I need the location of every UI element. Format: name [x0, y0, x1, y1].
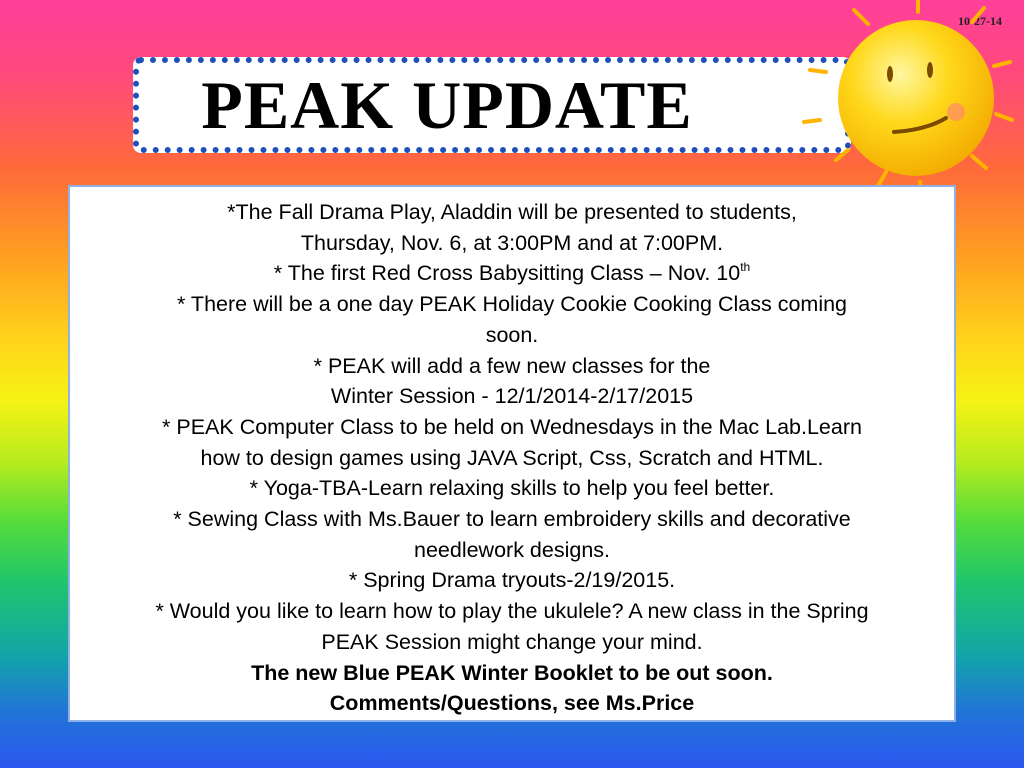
- text-line: * There will be a one day PEAK Holiday Cookie Cooking Class coming: [176, 292, 848, 317]
- text-line: * Would you like to learn how to play the ukulele? A new class in the Spring: [155, 599, 869, 624]
- text-line: Thursday, Nov. 6, at 3:00PM and at 7:00PM.: [300, 230, 724, 255]
- announcement-panel: [68, 185, 956, 722]
- text-line: *The Fall Drama Play, Aladdin will be presented to students,: [227, 200, 797, 224]
- text-line: soon.: [485, 322, 539, 347]
- text-line: Winter Session - 12/1/2014-2/17/2015: [330, 384, 694, 409]
- text-line: * Sewing Class with Ms.Bauer to learn embroidery skills and decorative: [173, 507, 851, 532]
- text-line: needlework designs.: [413, 537, 610, 562]
- bold-line: The new Blue PEAK Winter Booklet to be out soon.: [251, 660, 773, 685]
- text-line: how to design games using JAVA Script, Css, Scratch and HTML.: [200, 445, 824, 470]
- babysitting-text: * The first Red Cross Babysitting Class – Nov. 10: [273, 261, 741, 286]
- text-line: * Yoga-TBA-Learn relaxing skills to help you feel better.: [249, 476, 775, 501]
- date-label: 10-27-14: [958, 14, 1002, 28]
- text-line: * PEAK Computer Class to be held on Wednesdays in the Mac Lab.Learn: [162, 414, 862, 439]
- bold-line: Comments/Questions, see Ms.Price: [329, 691, 695, 716]
- babysitting-line: [78, 258, 946, 289]
- smiling-sun-icon: [796, 0, 1024, 200]
- ordinal-suffix: th: [740, 260, 751, 275]
- text-line: * PEAK will add a few new classes for the: [313, 353, 711, 378]
- page-title: PEAK UPDATE: [201, 66, 693, 143]
- text-line: * Spring Drama tryouts-2/19/2015.: [348, 568, 676, 593]
- text-line: PEAK Session might change your mind.: [321, 629, 703, 654]
- title-banner: [133, 57, 851, 153]
